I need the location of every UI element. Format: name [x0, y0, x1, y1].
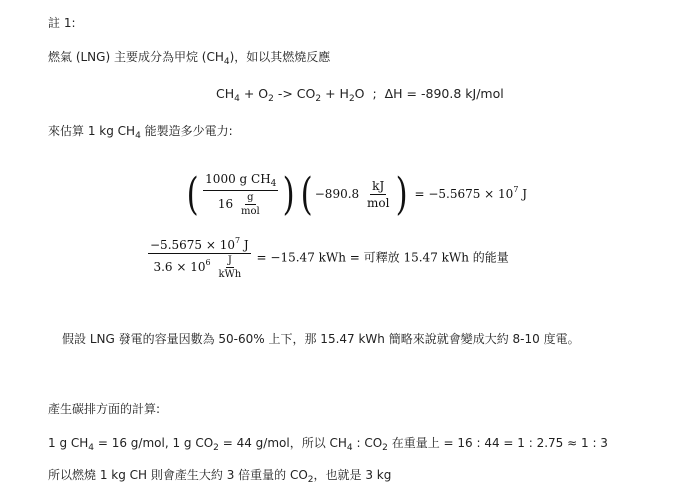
final-line [48, 466, 391, 485]
note-title: 註 1: [48, 16, 76, 30]
molar-mass-unit [239, 192, 262, 217]
unit-den: mol [367, 196, 390, 210]
equation-1 [184, 168, 528, 220]
mass-sub: 4 [88, 443, 95, 453]
mass-sub: 2 [213, 443, 219, 453]
fraction-numerator [148, 236, 251, 254]
estimate-line [48, 122, 233, 141]
reaction-sub: 4 [234, 94, 240, 104]
reaction-sub: 2 [315, 94, 322, 104]
unit-num: kJ [372, 179, 385, 193]
final-a: 所以燃燒 1 kg CH [48, 468, 148, 482]
eq1-den-coef: 16 [217, 197, 234, 211]
eq1-num: 1000 g CH [205, 172, 271, 186]
reaction-ch4: CH [216, 86, 235, 101]
reaction-equation [216, 86, 504, 104]
mass-b: = 16 g/mol, 1 g CO [94, 436, 214, 450]
fraction-numerator [203, 172, 278, 191]
eq1-result-unit: J [518, 187, 528, 201]
intro-sub: 4 [223, 57, 230, 67]
estimate-text-after: 能製造多少電力: [140, 124, 233, 138]
mass-e: 在重量上 = 16 : 44 = 1 : 2.75 ≈ 1 : 3 [387, 436, 608, 450]
eq1-exp: 7 [513, 185, 519, 194]
equation-2 [146, 236, 509, 280]
right-paren: ) [396, 168, 409, 220]
unit-den: kWh [218, 269, 242, 280]
kj-per-mol-fraction [365, 179, 391, 210]
eq2-num: −5.5675 × 10 [150, 238, 235, 252]
unit-den: mol [240, 206, 260, 217]
enthalpy-factor: −890.8 [314, 187, 360, 201]
j-per-kwh-unit [216, 255, 243, 280]
final-b: 則會產生大約 3 倍重量的 CO [147, 468, 308, 482]
left-paren: ( [186, 168, 199, 220]
eq1-result: = −5.5675 × 10 [414, 187, 514, 201]
left-paren: ( [300, 168, 313, 220]
reaction-o: O [354, 86, 365, 101]
eq2-num-unit: J [240, 238, 249, 252]
fraction-denominator [216, 191, 266, 217]
reaction-h2o: + H [321, 86, 349, 101]
ch4-moles-fraction [203, 172, 278, 217]
eq2-den-coef: 3.6 × 10 [153, 260, 206, 274]
mass-c: = 44 g/mol，所以 CH [218, 436, 347, 450]
eq1-num-sub: 4 [270, 179, 277, 189]
reaction-enthalpy: ΔH = -890.8 kJ/mol [384, 86, 504, 101]
intro-text-after: )，如以其燃燒反應 [229, 50, 331, 64]
estimate-sub: 4 [135, 131, 141, 141]
final-sub: 2 [307, 475, 314, 485]
estimate-text: 來估算 1 kg CH [48, 124, 136, 138]
mass-d: : CO [352, 436, 383, 450]
eq2-den-exp: 6 [205, 258, 211, 267]
unit-num: J [227, 255, 232, 266]
reaction-o2: + O [239, 86, 269, 101]
eq2-num-exp: 7 [235, 236, 241, 245]
final-c: ，也就是 3 kg [313, 468, 392, 482]
mass-ratio-line [48, 434, 608, 453]
reaction-sub: 2 [268, 94, 274, 104]
carbon-title: 產生碳排方面的計算: [48, 402, 161, 416]
reaction-co2: -> CO [273, 86, 316, 101]
reaction-separator: ; [364, 86, 385, 101]
right-paren: ) [282, 168, 296, 220]
reaction-sub: 2 [348, 94, 355, 104]
fraction-denominator [151, 254, 247, 280]
mass-sub: 4 [346, 443, 353, 453]
mass-sub: 2 [382, 443, 388, 453]
unit-num: g [247, 192, 254, 203]
energy-conversion-fraction [148, 236, 251, 280]
intro-line [48, 48, 330, 67]
mass-a: 1 g CH [48, 436, 89, 450]
intro-text: 燃氣 (LNG) 主要成分為甲烷 (CH [48, 50, 224, 64]
capacity-factor-text: 假設 LNG 發電的容量因數為 50-60% 上下，那 15.47 kWh 簡略來說就會變成大約 8-10 度電。 [62, 332, 580, 346]
eq2-result: = −15.47 kWh = 可釋放 15.47 kWh 的能量 [256, 250, 509, 265]
